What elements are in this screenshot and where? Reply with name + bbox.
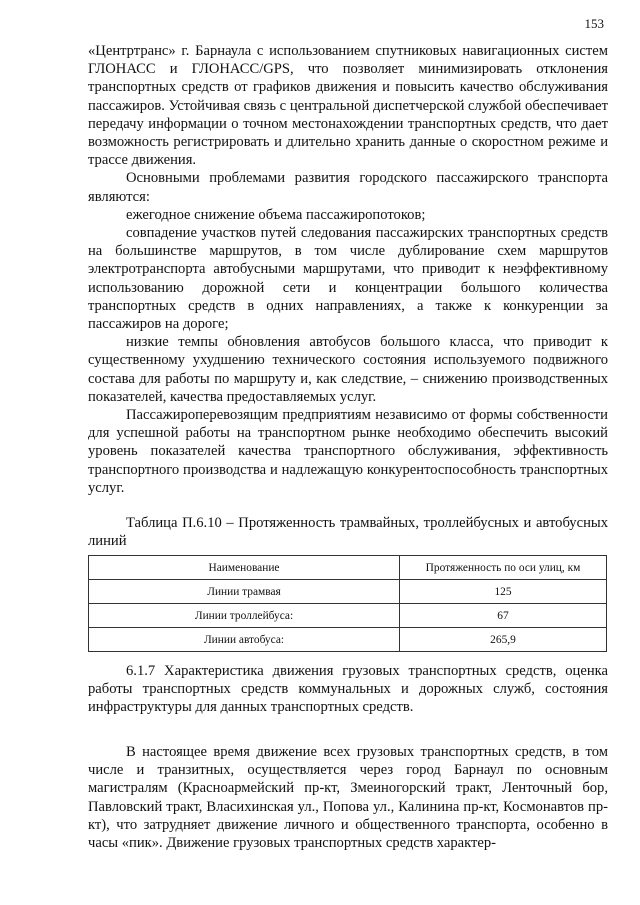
table-row xyxy=(89,628,607,652)
column-header-name: Наименование xyxy=(89,556,400,580)
body-text-bottom xyxy=(88,743,608,852)
list-item-bus-renewal: низкие темпы обновления автобусов большого класса, что приводит к существенному ухудшению технического состояния используемого подвижного состава для работы по маршруту и, как следствие, – снижению производственных показателей, качества предоставляемых услуг. xyxy=(88,334,608,405)
paragraph-problems-intro: Основными проблемами развития городского пассажирского транспорта являются: xyxy=(88,170,608,205)
list-item-passenger-decline: ежегодное снижение объема пассажиропотоков; xyxy=(126,206,426,223)
cell-line-name: Линии троллейбуса: xyxy=(89,604,400,628)
column-header-length: Протяженность по оси улиц, км xyxy=(400,556,607,580)
cell-line-name: Линии трамвая xyxy=(89,580,400,604)
section-heading: 6.1.7 Характеристика движения грузовых транспортных средств, оценка работы транспортных средств коммунальных и дорожных служб, состояния инфраструктуры для данных транспортных средств. xyxy=(88,663,608,716)
list-item-route-overlap: совпадение участков путей следования пассажирских транспортных средств на большинстве маршрутов, в том числе дублирование схем маршрутов электротранспорта автобусными маршрутами, что приводит к неэффективному использованию дорожной сети и концентрации большого количества транспортных средств в одних направлениях, а также к конкуренции за пассажиров на дороге; xyxy=(88,225,608,333)
line-length-table xyxy=(88,555,607,652)
cell-line-name: Линии автобуса: xyxy=(89,628,400,652)
table-row xyxy=(89,604,607,628)
table-row xyxy=(89,580,607,604)
paragraph-navigation: «Центртранс» г. Барнаула с использованием спутниковых навигационных систем ГЛОНАСС и ГЛОНАСС/GPS, что позволяет минимизировать отклонения транспортных средств от графиков движения и повысить качество обслуживания пассажиров. Устойчивая связь с центральной диспетчерской службой обеспечивает передачу информации о точном местонахождении транспортных средств, что дает возможность регистрировать и длительно хранить данные о скоростном режиме и трассе движения. xyxy=(88,43,608,169)
paragraph-freight-traffic: В настоящее время движение всех грузовых транспортных средств, в том числе и транзитных, осуществляется через город Барнаул по основным магистралям (Красноармейский пр-кт, Змеиногорский тракт, Ленточный бор, Павловский тракт, Власихинская ул., Попова ул., Калинина пр-кт, Космонавтов пр-кт), что затрудняет движение личного и общественного транспорта, особенно в часы «пик». Движение грузовых транспортных средств характер- xyxy=(88,744,608,852)
body-text-top xyxy=(88,42,608,497)
paragraph-carriers: Пассажироперевозящим предприятиям независимо от формы собственности для успешной работы на транспортном рынке необходимо обеспечить высокий уровень показателей качества транспортного обслуживания, эффективность транспортного производства и надлежащую конкурентоспособность транспортных услуг. xyxy=(88,407,608,496)
table-header-row xyxy=(89,556,607,580)
table-caption: Таблица П.6.10 – Протяженность трамвайных, троллейбусных и автобусных линий xyxy=(88,515,608,550)
cell-line-length: 125 xyxy=(400,580,607,604)
cell-line-length: 67 xyxy=(400,604,607,628)
page-number: 153 xyxy=(584,16,604,31)
cell-line-length: 265,9 xyxy=(400,628,607,652)
